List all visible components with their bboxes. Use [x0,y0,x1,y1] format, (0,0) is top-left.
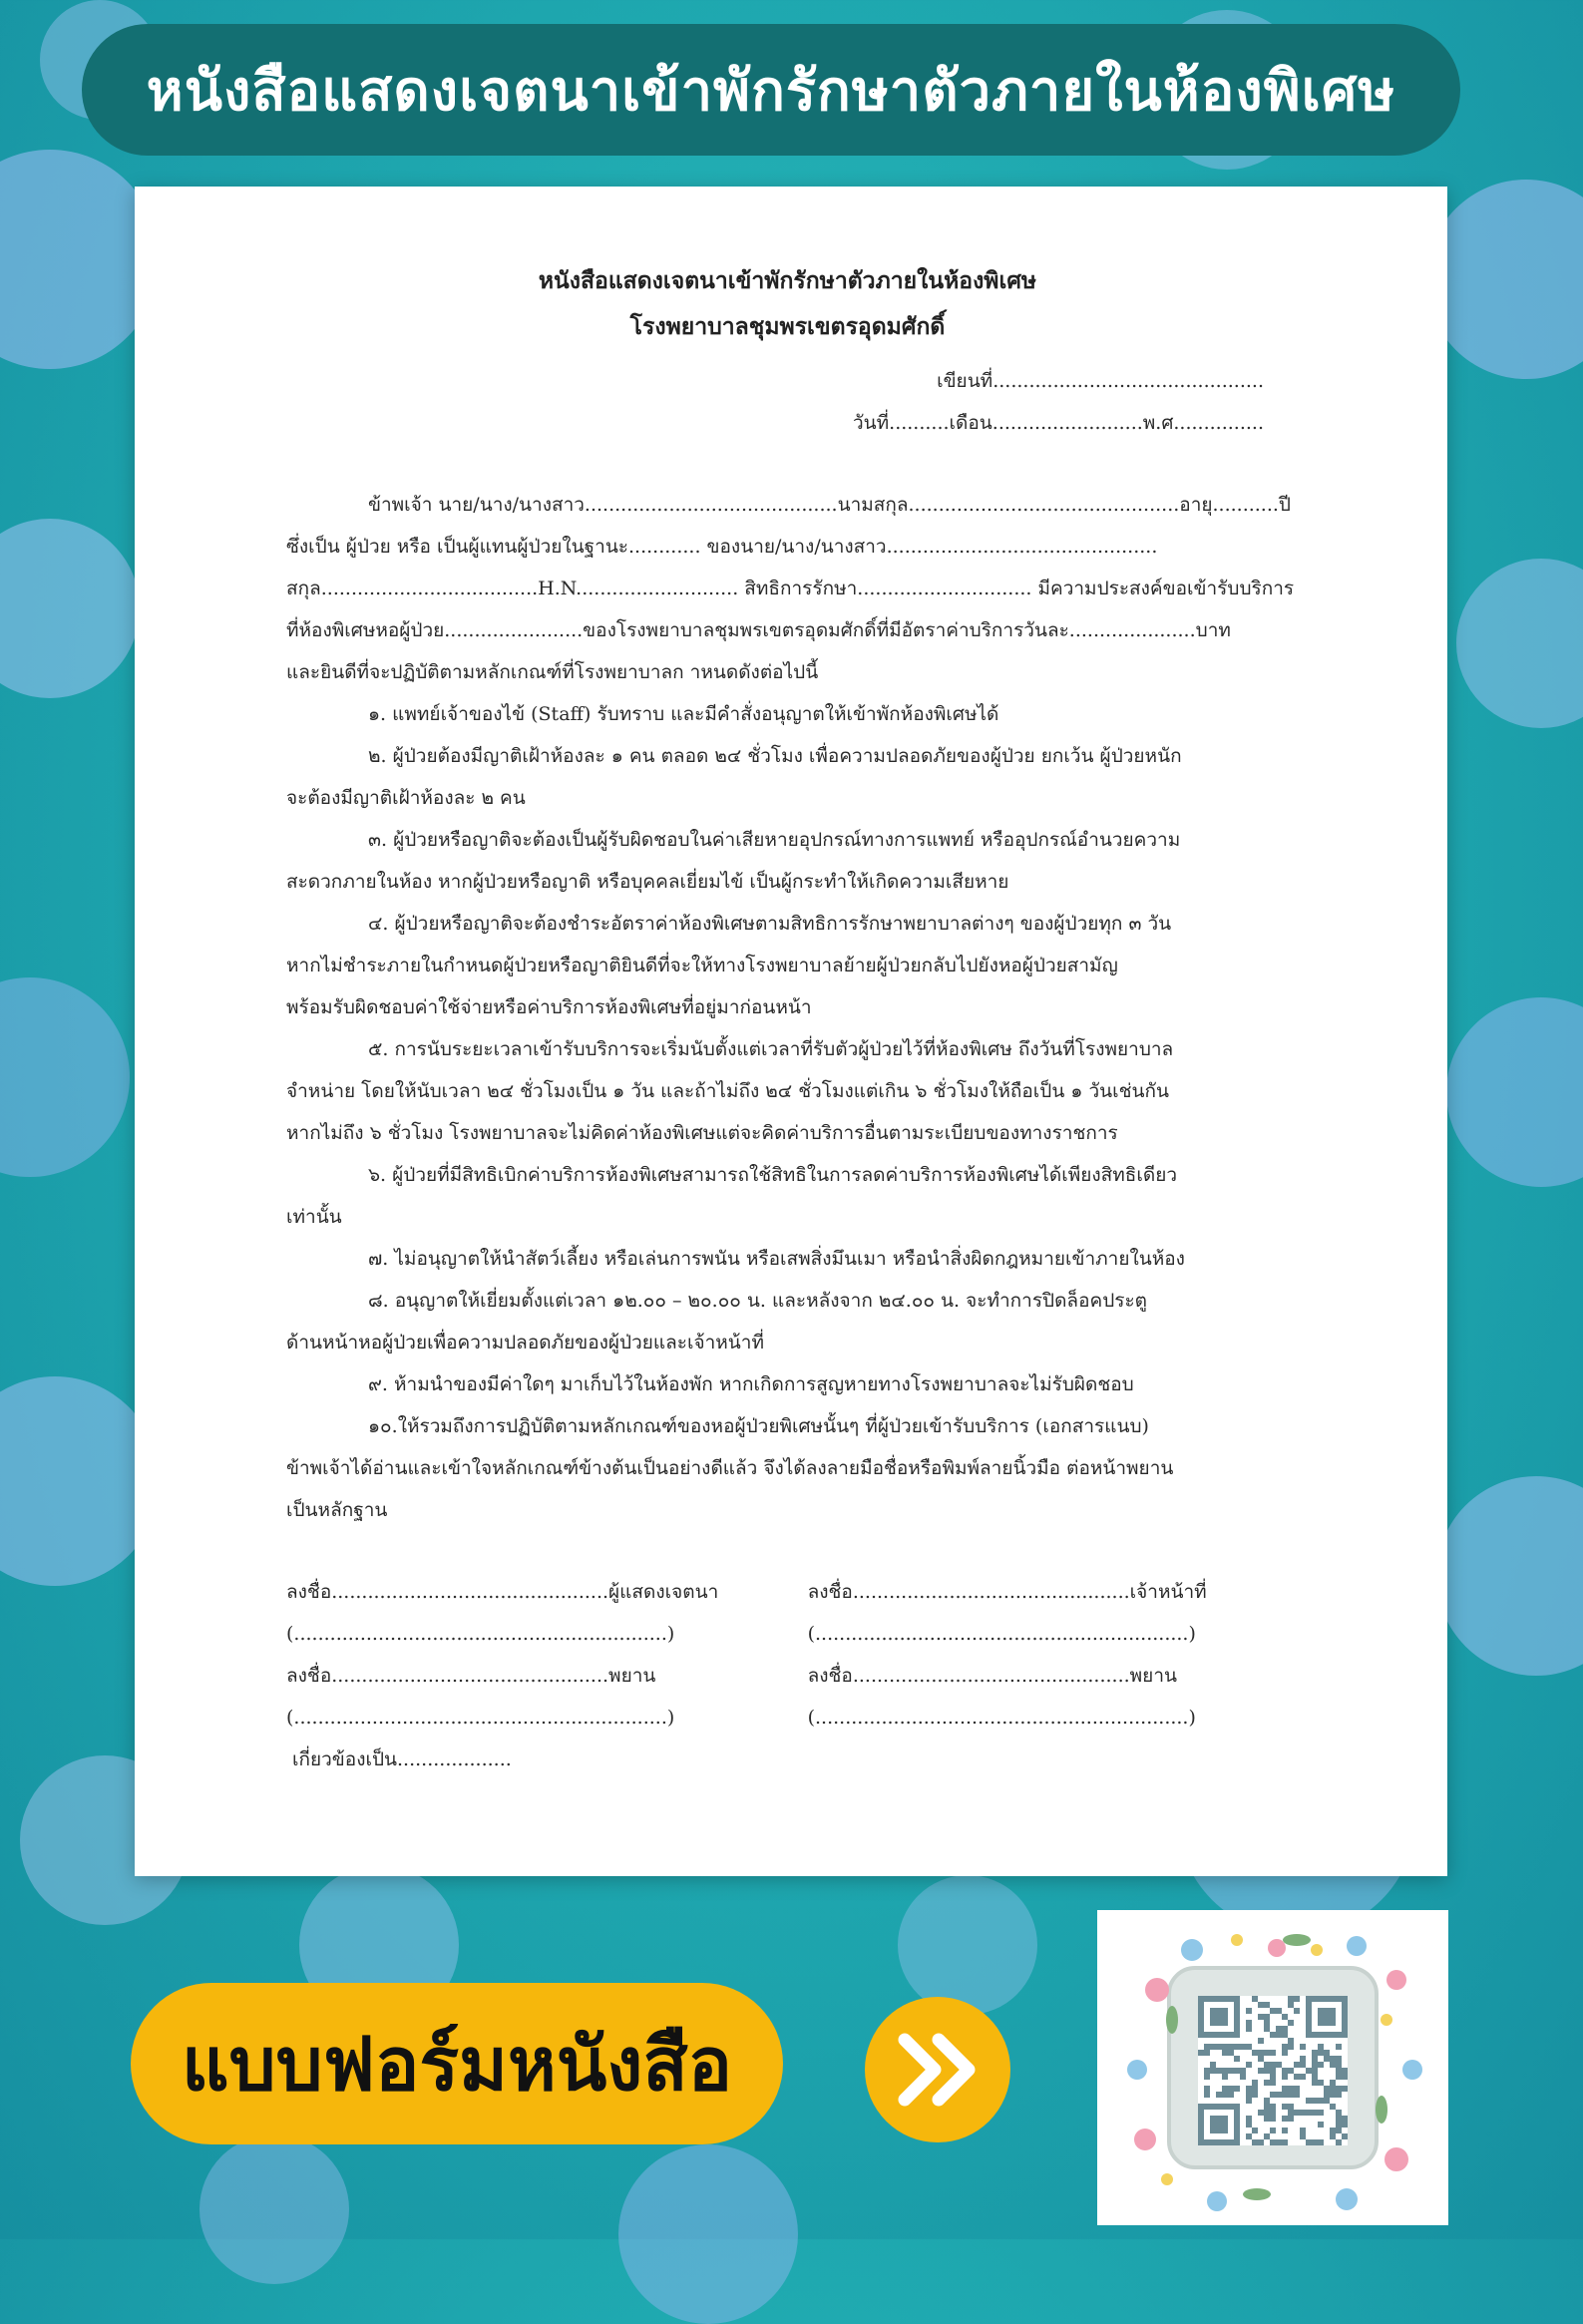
next-arrow-button[interactable] [865,1997,1010,2142]
rule-item: ๑. แพทย์เจ้าของไข้ (Staff) รับทราบ และมีคำสั่งอนุญาตให้เข้าพักห้องพิเศษได้ [368,703,999,725]
rule-item-continuation: เป็นหลักฐาน [286,1499,388,1521]
signature-officer: ลงชื่อ..............................................เจ้าหน้าที่ [807,1581,1207,1603]
hospital-name: โรงพยาบาลชุมพรเขตรอุดมศักดิ์ [629,313,946,340]
rule-item: ๓. ผู้ป่วยหรือญาติจะต้องเป็นผู้รับผิดชอบในค่าเสียหายอุปกรณ์ทางการแพทย์ หรืออุปกรณ์อำนวยความ [368,829,1181,851]
title-banner [82,24,1460,156]
rule-item-continuation: หากไม่ถึง ๖ ชั่วโมง โรงพยาบาลจะไม่คิดค่าห้องพิเศษแต่จะคิดค่าบริการอื่นตามระเบียบของทางราชการ [286,1122,1118,1144]
qr-card[interactable] [1097,1910,1448,2225]
rule-item: ๑๐.ให้รวมถึงการปฏิบัติตามหลักเกณฑ์ของหอผู้ป่วยพิเศษนั้นๆ ที่ผู้ป่วยเข้ารับบริการ (เอกสารแนบ) [368,1415,1149,1437]
intro-line: ข้าพเจ้า นาย/นาง/นางสาว..........................................นามสกุล.............................................อายุ...........ปี [368,494,1291,516]
rule-item: ๘. อนุญาตให้เยี่ยมตั้งแต่เวลา ๑๒.๐๐ – ๒๐.๐๐ น. และหลังจาก ๒๔.๐๐ น. จะทำการปิดล็อคประตู [368,1290,1148,1312]
signature-witness-left: ลงชื่อ..............................................พยาน [286,1665,656,1687]
rule-item-continuation: หากไม่ชำระภายในกำหนดผู้ป่วยหรือญาติยินดีที่จะให้ทางโรงพยาบาลย้ายผู้ป่วยกลับไปยังหอผู้ป่วยสามัญ [286,955,1118,976]
signature-name-declarant: (..............................................................) [286,1623,675,1645]
signature-name-officer: (..............................................................) [807,1623,1196,1645]
form-document [135,187,1447,1876]
form-download-button[interactable] [131,1983,783,2144]
page-title: หนังสือแสดงเจตนาเข้าพักรักษาตัวภายในห้องพิเศษ [146,58,1396,124]
signature-declarant: ลงชื่อ..............................................ผู้แสดงเจตนา [286,1581,719,1603]
date-line: วันที่..........เดือน.........................พ.ศ............... [852,412,1264,434]
double-chevron-right-icon [893,2030,983,2110]
rule-item: ๔. ผู้ป่วยหรือญาติจะต้องชำระอัตราค่าห้องพิเศษตามสิทธิการรักษาพยาบาลต่างๆ ของผู้ป่วยทุก ๓ วัน [368,913,1172,935]
rule-item-continuation: จำหน่าย โดยให้นับเวลา ๒๔ ชั่วโมงเป็น ๑ วัน และถ้าไม่ถึง ๒๔ ชั่วโมงแต่เกิน ๖ ชั่วโมงให้ถือเป็น ๑ วันเช่นกัน [286,1080,1169,1102]
intro-line: และยินดีที่จะปฏิบัติตามหลักเกณฑ์ที่โรงพยาบาลก าหนดดังต่อไปนี้ [286,661,819,683]
signature-name-witness-right: (..............................................................) [807,1707,1196,1729]
rule-item: ๕. การนับระยะเวลาเข้ารับบริการจะเริ่มนับตั้งแต่เวลาที่รับตัวผู้ป่วยไว้ที่ห้องพิเศษ ถึงวันที่โรงพยาบาล [368,1038,1174,1060]
rule-item: ๙. ห้ามนำของมีค่าใดๆ มาเก็บไว้ในห้องพัก หากเกิดการสูญหายทางโรงพยาบาลจะไม่รับผิดชอบ [368,1373,1134,1395]
intro-paragraph [286,484,1295,693]
rule-item: ๗. ไม่อนุญาตให้นำสัตว์เลี้ยง หรือเล่นการพนัน หรือเสพสิ่งมึนเมา หรือนำสิ่งผิดกฎหมายเข้าภายในห้อง [368,1248,1185,1270]
intro-line: ซึ่งเป็น ผู้ป่วย หรือ เป็นผู้แทนผู้ป่วยในฐานะ............ ของนาย/นาง/นางสาว............................................. [286,536,1158,558]
rule-item-continuation: พร้อมรับผิดชอบค่าใช้จ่ายหรือค่าบริการห้องพิเศษที่อยู่มาก่อนหน้า [286,996,812,1018]
rule-item: ๒. ผู้ป่วยต้องมีญาติเฝ้าห้องละ ๑ คน ตลอด ๒๔ ชั่วโมง เพื่อความปลอดภัยของผู้ป่วย ยกเว้น ผู้ป่วยหนัก [368,745,1182,767]
rules-list [286,693,1289,1531]
rule-item-continuation: จะต้องมีญาติเฝ้าห้องละ ๒ คน [286,787,526,809]
rule-item-continuation: ข้าพเจ้าได้อ่านและเข้าใจหลักเกณฑ์ข้างต้นเป็นอย่างดีแล้ว จึงได้ลงลายมือชื่อหรือพิมพ์ลายนิ้วมือ ต่อหน้าพยาน [286,1457,1174,1479]
signature-block [286,1571,1289,1780]
signature-name-witness-left: (..............................................................) [286,1707,675,1729]
rule-item-continuation: ด้านหน้าหอผู้ป่วยเพื่อความปลอดภัยของผู้ป่วยและเจ้าหน้าที่ [286,1332,764,1354]
rule-item: ๖. ผู้ป่วยที่มีสิทธิเบิกค่าบริการห้องพิเศษสามารถใช้สิทธิในการลดค่าบริการห้องพิเศษได้เพียงสิทธิเดียว [368,1164,1177,1186]
intro-line: สกุล....................................H.N........................... สิทธิการรักษา............................. มีความประสงค์ขอเข้ารับบริการ [286,578,1295,599]
form-download-label: แบบฟอร์มหนังสือ [181,2022,733,2108]
written-at-line: เขียนที่............................................. [937,370,1264,392]
relation-line: เกี่ยวข้องเป็น................... [292,1748,512,1770]
document-heading: หนังสือแสดงเจตนาเข้าพักรักษาตัวภายในห้องพิเศษ [538,267,1037,294]
signature-witness-right: ลงชื่อ..............................................พยาน [807,1665,1177,1687]
intro-line: ที่ห้องพิเศษหอผู้ป่วย.......................ของโรงพยาบาลชุมพรเขตรอุดมศักดิ์ที่มีอัตราค่าบริการวันละ.....................บาท [286,619,1231,641]
rule-item-continuation: สะดวกภายในห้อง หากผู้ป่วยหรือญาติ หรือบุคคลเยี่ยมไข้ เป็นผู้กระทำให้เกิดความเสียหาย [286,871,1009,893]
rule-item-continuation: เท่านั้น [286,1206,342,1228]
qr-code-icon[interactable] [1198,1996,1348,2145]
